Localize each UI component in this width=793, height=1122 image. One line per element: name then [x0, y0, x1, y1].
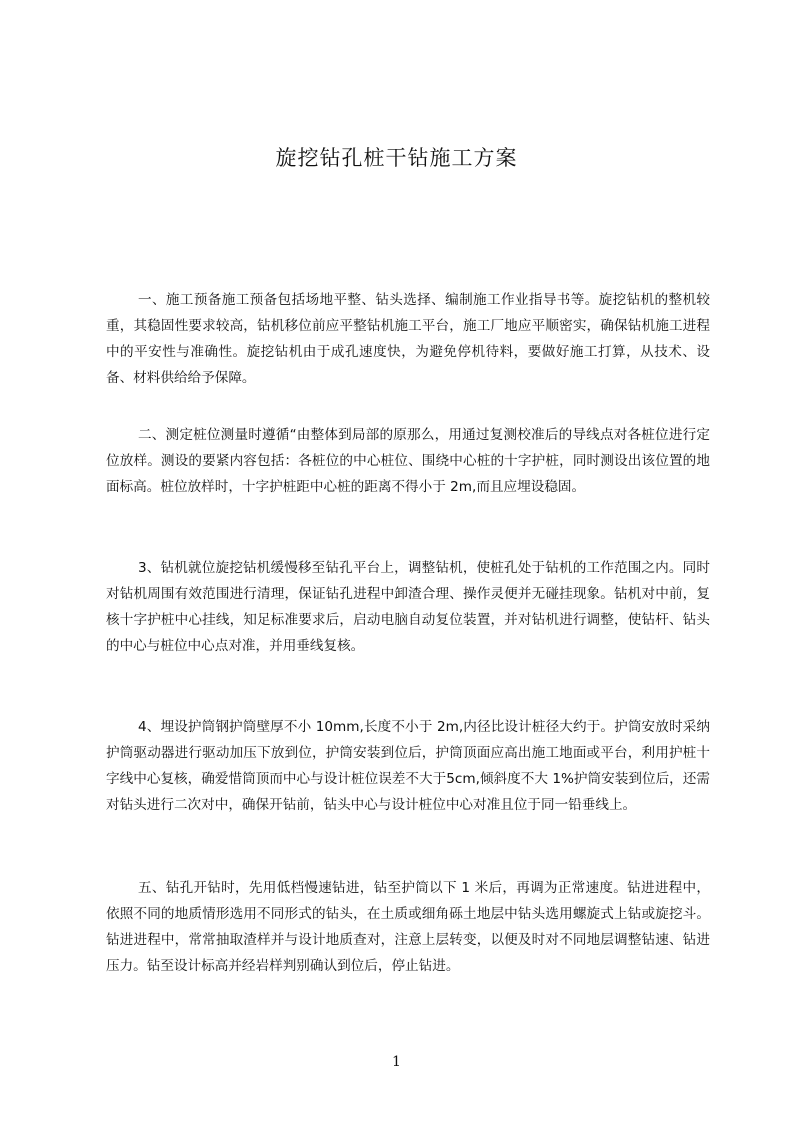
paragraph-drilling: 五、钻孔开钻时，先用低档慢速钻进，钻至护筒以下 1 米后，再调为正常速度。钻进进程中，依照不同的地质情形选用不同形式的钻头，在土质或细角砾土地层中钻头选用螺旋式上钻或旋挖斗。钻进进程中，常常抽取渣样并与设计地质查对，注意上层转变，以便及时对不同地层调整钻速、钻进压力。钻至设计标高并经岩样判别确认到位后，停止钻进。 [106, 880, 710, 974]
paragraph-site-preparation: 一、施工预备施工预备包括场地平整、钻头选择、编制施工作业指导书等。旋挖钻机的整机较重，其稳固性要求较高，钻机移位前应平整钻机施工平台，施工厂地应平顺密实，确保钻机施工进程中的平安性与准确性。旋挖钻机由于成孔速度快，为避免停机待料，要做好施工打算，从技术、设备、材料供给给予保障。 [106, 292, 710, 386]
paragraph-pile-positioning: 二、测定桩位测量时遵循“由整体到局部的原那么，用通过复测校准后的导线点对各桩位进行定位放样。测设的要紧内容包括：各桩位的中心桩位、围绕中心桩的十字护桩，同时测设出该位置的地面标高。桩位放样时，十字护桩距中心桩的距离不得小于 2m,而且应埋设稳固。 [106, 427, 710, 495]
paragraph-casing-installation: 4、埋设护筒钢护筒壁厚不小 10mm,长度不小于 2m,内径比设计桩径大约于。护筒安放时采纳护筒驱动器进行驱动加压下放到位，护筒安装到位后，护筒顶面应高出施工地面或平台，利用护桩十字线中心复核，确爱惜筒顶而中心与设计桩位误差不大于5cm,倾斜度不大 1%护筒安装到位后，还需对钻头进行二次对中，确保开钻前，钻头中心与设计桩位中心对准且位于同一铅垂线上。 [106, 719, 710, 813]
paragraph-rig-placement: 3、钻机就位旋挖钻机缓慢移至钻孔平台上，调整钻机，使桩孔处于钻机的工作范围之内。同时对钻机周围有效范围进行清理，保证钻孔进程中卸渣合理、操作灵便并无碰挂现象。钻机对中前，复核十字护桩中心挂线，知足标准要求后，启动电脑自动复位装置，并对钻机进行调整，使钻杆、钻头的中心与桩位中心点对准，并用垂线复核。 [106, 560, 710, 654]
page-number: 1 [392, 1054, 401, 1070]
document-title: 旋挖钻孔桩干钻施工方案 [275, 146, 518, 170]
